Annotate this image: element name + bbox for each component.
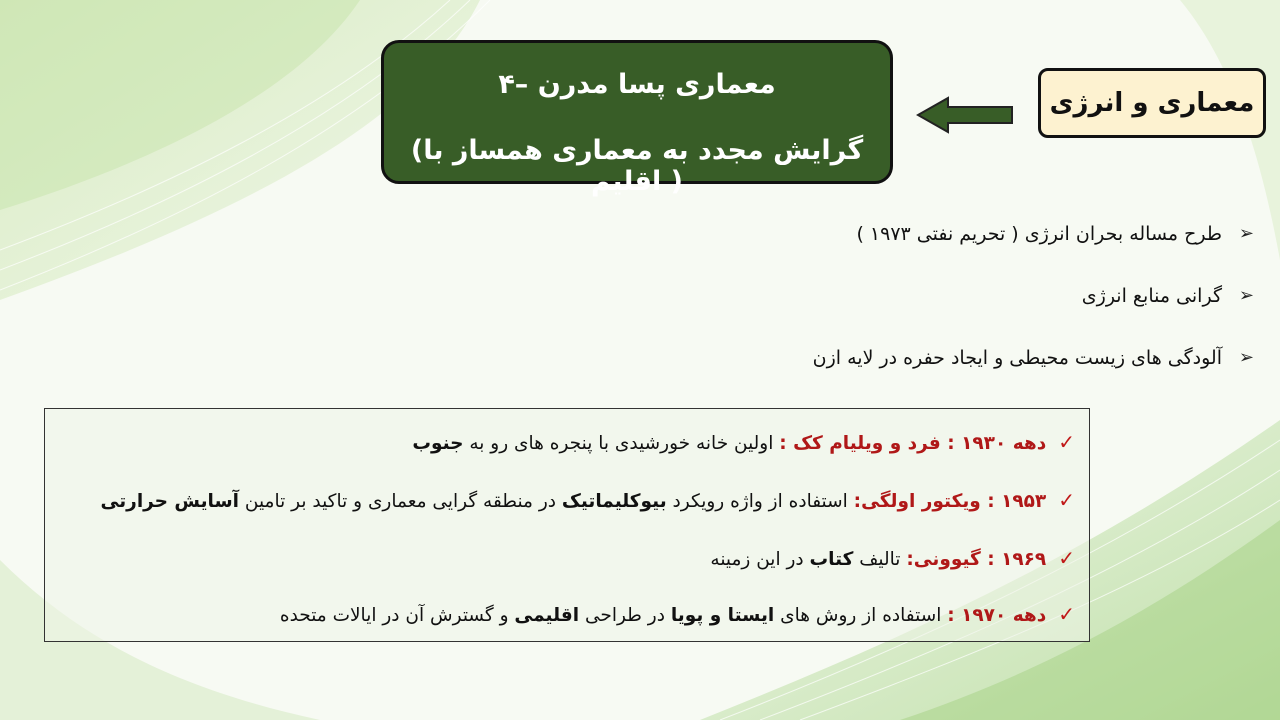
timeline-text: و گسترش آن در ایالات متحده [279,605,515,626]
timeline-lead: دهه ۱۹۳۰ : فرد و ویلیام کک : [779,433,1047,454]
timeline-text: در این زمینه [710,549,810,570]
timeline-row [55,543,1075,573]
timeline-row [55,427,1075,457]
arrow-check-icon: ➢ [1238,285,1254,306]
title-box [381,40,893,197]
title-line-2: (گرایش مجدد به معماری همساز با اقلیم ) [410,135,864,197]
timeline-row [55,599,1075,629]
bullet-item [600,344,1256,372]
topic-label-box: معماری و انرژی [1038,68,1266,138]
timeline-bold: جنوب [412,433,464,454]
timeline-lead: ۱۹۶۹ : گیوونی: [906,549,1047,570]
arrow-check-icon: ➢ [1238,347,1254,368]
timeline-box [44,408,1090,642]
arrow-check-icon: ➢ [1238,223,1254,244]
timeline-lead: ۱۹۵۳ : ویکتور اولگی: [853,491,1047,512]
title-line-1: ۴– معماری پسا مدرن [498,69,776,100]
timeline-text: در منطقه گرایی معماری و تاکید بر تامین [239,491,562,512]
timeline-lead: دهه ۱۹۷۰ : [947,605,1047,626]
timeline-text: در طراحی [579,605,671,626]
timeline-bold: آسایش حرارتی [100,491,240,512]
timeline-text: استفاده از واژه رویکرد [666,491,854,512]
bullet-item [600,220,1256,248]
timeline-bold: کتاب [809,549,854,570]
checkmark-icon: ✓ [1058,602,1075,626]
bullet-text: گرانی منابع انرژی [1081,285,1222,307]
timeline-bold: بیوکلیماتیک [561,491,667,512]
timeline-bold: اقلیمی [514,605,580,626]
bullet-list [600,220,1256,406]
timeline-text: تالیف [853,549,907,570]
timeline-text: استفاده از روش های [774,605,948,626]
bullet-text: آلودگی های زیست محیطی و ایجاد حفره در لایه ازن [812,347,1222,369]
timeline-row [55,485,1075,515]
left-arrow-icon [916,95,1016,135]
timeline-text: اولین خانه خورشیدی با پنجره های رو به [463,433,780,454]
checkmark-icon: ✓ [1058,430,1075,454]
checkmark-icon: ✓ [1058,546,1075,570]
timeline-bold: ایستا و پویا [670,605,775,626]
checkmark-icon: ✓ [1058,488,1075,512]
bullet-text: طرح مساله بحران انرژی ( تحریم نفتی ۱۹۷۳ ) [856,223,1222,245]
bullet-item [600,282,1256,310]
